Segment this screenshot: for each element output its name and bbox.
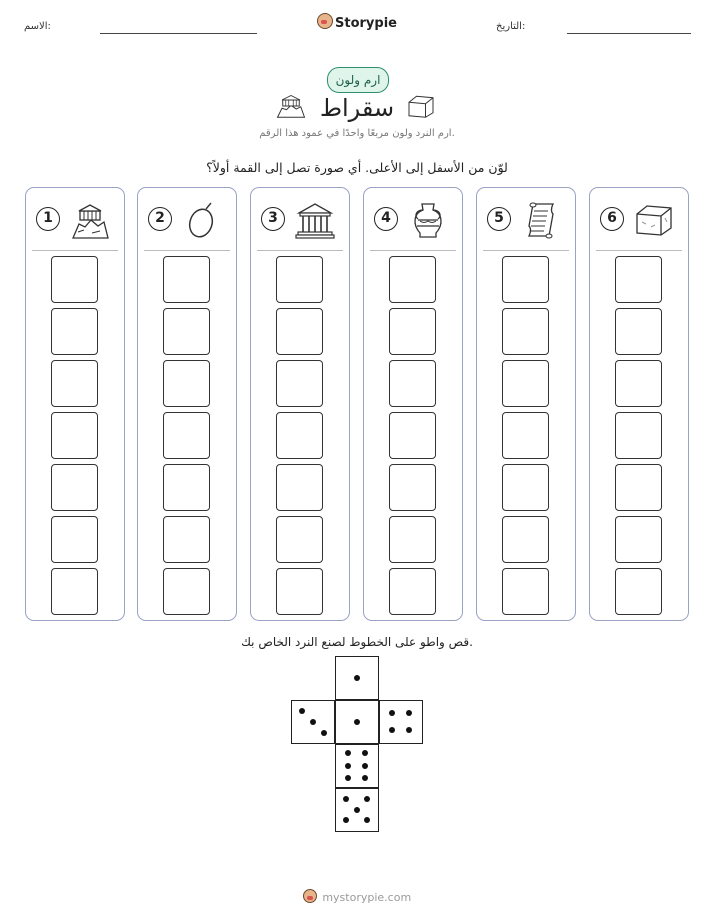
color-box[interactable] [615,464,662,511]
pip [321,730,327,736]
greek-temple-icon [295,200,335,240]
color-box[interactable] [51,360,98,407]
color-box[interactable] [163,516,210,563]
olive-icon [182,200,222,240]
pip [389,710,395,716]
column-number: 5 [487,207,511,231]
color-box[interactable] [502,568,549,615]
color-box[interactable] [276,516,323,563]
color-box[interactable] [389,412,436,459]
pip [364,817,370,823]
color-box[interactable] [389,516,436,563]
die-face-lower [335,744,379,788]
color-box[interactable] [502,464,549,511]
color-box[interactable] [276,412,323,459]
column-2 [137,187,237,621]
pip [362,763,368,769]
column-number: 6 [600,207,624,231]
footer [0,889,714,904]
footer-url[interactable]: mystorypie.com [322,891,412,904]
die-face-right [379,700,423,744]
bear-footer-icon [303,889,317,903]
color-box[interactable] [163,412,210,459]
pip [406,710,412,716]
stone-block-title-icon [406,93,436,119]
color-box[interactable] [502,256,549,303]
pip [406,727,412,733]
column-header [590,188,688,250]
color-box[interactable] [389,464,436,511]
color-box[interactable] [51,256,98,303]
pip [364,796,370,802]
date-line[interactable] [567,33,691,34]
amphora-icon [408,200,448,240]
pip [362,750,368,756]
die-face-bottom [335,788,379,832]
name-label: الاسم: [24,21,51,32]
cut-instruction: قص واطو على الخطوط لصنع النرد الخاص بك. [241,635,473,649]
color-box[interactable] [51,568,98,615]
color-box[interactable] [163,464,210,511]
column-divider [370,250,456,251]
pip [362,775,368,781]
column-header [138,188,236,250]
column-number: 3 [261,207,285,231]
color-box[interactable] [163,256,210,303]
pip [354,719,360,725]
color-box[interactable] [389,568,436,615]
color-box[interactable] [163,360,210,407]
brand-logo [0,13,714,31]
pip [343,796,349,802]
color-box[interactable] [615,516,662,563]
color-box[interactable] [502,516,549,563]
name-line[interactable] [100,33,257,34]
roll-and-color-badge: ارم ولون [327,67,389,93]
column-header [251,188,349,250]
column-5 [476,187,576,621]
color-box[interactable] [276,360,323,407]
color-box[interactable] [502,412,549,459]
column-6 [589,187,689,621]
scroll-icon [521,200,561,240]
column-number: 4 [374,207,398,231]
color-box[interactable] [163,308,210,355]
pip [345,750,351,756]
color-box[interactable] [502,308,549,355]
pip [310,719,316,725]
column-header [364,188,462,250]
column-number: 2 [148,207,172,231]
color-box[interactable] [615,412,662,459]
column-1 [25,187,125,621]
color-box[interactable] [389,256,436,303]
column-4 [363,187,463,621]
color-box[interactable] [51,412,98,459]
color-box[interactable] [276,464,323,511]
die-face-center [335,700,379,744]
color-box[interactable] [51,516,98,563]
color-box[interactable] [163,568,210,615]
pip [343,817,349,823]
color-box[interactable] [615,256,662,303]
column-divider [144,250,230,251]
column-divider [596,250,682,251]
color-box[interactable] [502,360,549,407]
color-box[interactable] [276,256,323,303]
pip [345,775,351,781]
page-subtitle: ارم النرد ولون مربعًا واحدًا في عمود هذا الرقم. [259,128,455,139]
color-box[interactable] [51,464,98,511]
column-header [477,188,575,250]
pip [299,708,305,714]
pip [345,763,351,769]
color-box[interactable] [389,308,436,355]
color-box[interactable] [51,308,98,355]
color-box[interactable] [389,360,436,407]
pip [354,675,360,681]
column-divider [32,250,118,251]
color-box[interactable] [615,308,662,355]
color-box[interactable] [615,360,662,407]
stone-block-icon [634,200,674,240]
pip [389,727,395,733]
pip [354,807,360,813]
acropolis-icon [70,200,110,240]
column-divider [483,250,569,251]
die-face-top [335,656,379,700]
color-box[interactable] [276,568,323,615]
column-divider [257,250,343,251]
color-box[interactable] [276,308,323,355]
date-label: التاريخ: [496,21,526,32]
column-number: 1 [36,207,60,231]
page-title: سقراط [319,94,395,122]
column-3 [250,187,350,621]
bear-logo-icon [317,13,333,29]
color-box[interactable] [615,568,662,615]
coloring-instruction: لوّن من الأسفل إلى الأعلى. أي صورة تصل إلى القمة أولاً؟ [206,160,508,175]
brand-name: Storypie [335,16,397,31]
die-face-left [291,700,335,744]
column-header [26,188,124,250]
